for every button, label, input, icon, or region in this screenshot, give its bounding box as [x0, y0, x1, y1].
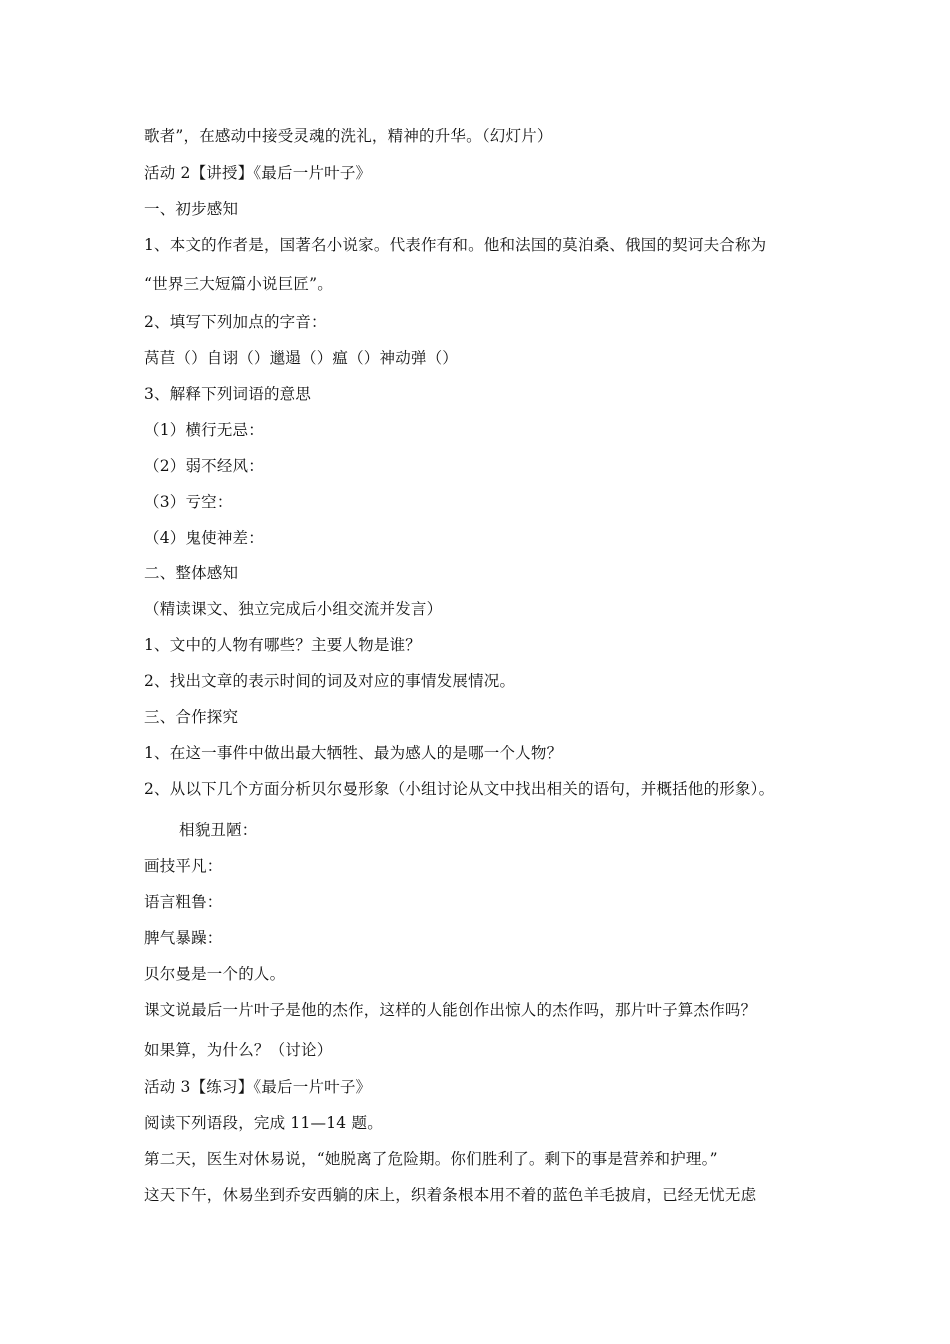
list-item: 相貌丑陋： — [179, 821, 258, 839]
section-heading: 活动 2【讲授】《最后一片叶子》 — [144, 164, 372, 182]
question-line: 1、文中的人物有哪些？主要人物是谁？ — [144, 636, 421, 654]
text-line: 第二天，医生对休易说，“她脱离了危险期。你们胜利了。剩下的事是营养和护理。” — [144, 1150, 718, 1168]
text-line: 这天下午，休易坐到乔安西躺的床上，织着条根本用不着的蓝色羊毛披肩，已经无忧无虑 — [144, 1186, 757, 1204]
text-line: 莴苣（）自诩（）邋遢（）瘟（）神动弹（） — [144, 349, 459, 367]
list-item: （4）鬼使神差： — [144, 529, 264, 547]
text-line: 歌者”，在感动中接受灵魂的洗礼，精神的升华。（幻灯片） — [144, 127, 553, 145]
question-line: 1、在这一事件中做出最大牺牲、最为感人的是哪一个人物？ — [144, 744, 563, 762]
question-line: 3、解释下列词语的意思 — [144, 385, 312, 403]
list-item: （1）横行无忌： — [144, 421, 264, 439]
question-line: 2、从以下几个方面分析贝尔曼形象（小组讨论从文中找出相关的语句，并概括他的形象）。 — [144, 780, 775, 798]
text-line: “世界三大短篇小说巨匠”。 — [144, 275, 333, 293]
list-item: （3）亏空： — [144, 493, 233, 511]
text-line: 贝尔曼是一个的人。 — [144, 965, 286, 983]
text-line: 课文说最后一片叶子是他的杰作，这样的人能创作出惊人的杰作吗，那片叶子算杰作吗？ — [144, 1001, 757, 1019]
text-line: 如果算，为什么？（讨论） — [144, 1041, 333, 1059]
question-line: 2、找出文章的表示时间的词及对应的事情发展情况。 — [144, 672, 516, 690]
section-heading: 一、初步感知 — [144, 200, 239, 218]
section-heading: 二、整体感知 — [144, 564, 239, 582]
section-heading: 活动 3【练习】《最后一片叶子》 — [144, 1078, 372, 1096]
list-item: （2）弱不经风： — [144, 457, 264, 475]
text-line: （精读课文、独立完成后小组交流并发言） — [144, 600, 443, 618]
text-line: 阅读下列语段，完成 11—14 题。 — [144, 1114, 383, 1132]
list-item: 语言粗鲁： — [144, 893, 223, 911]
question-line: 2、填写下列加点的字音： — [144, 313, 327, 331]
list-item: 画技平凡： — [144, 857, 223, 875]
section-heading: 三、合作探究 — [144, 708, 239, 726]
question-line: 1、本文的作者是，国著名小说家。代表作有和。他和法国的莫泊桑、俄国的契诃夫合称为 — [144, 236, 767, 254]
list-item: 脾气暴躁： — [144, 929, 223, 947]
